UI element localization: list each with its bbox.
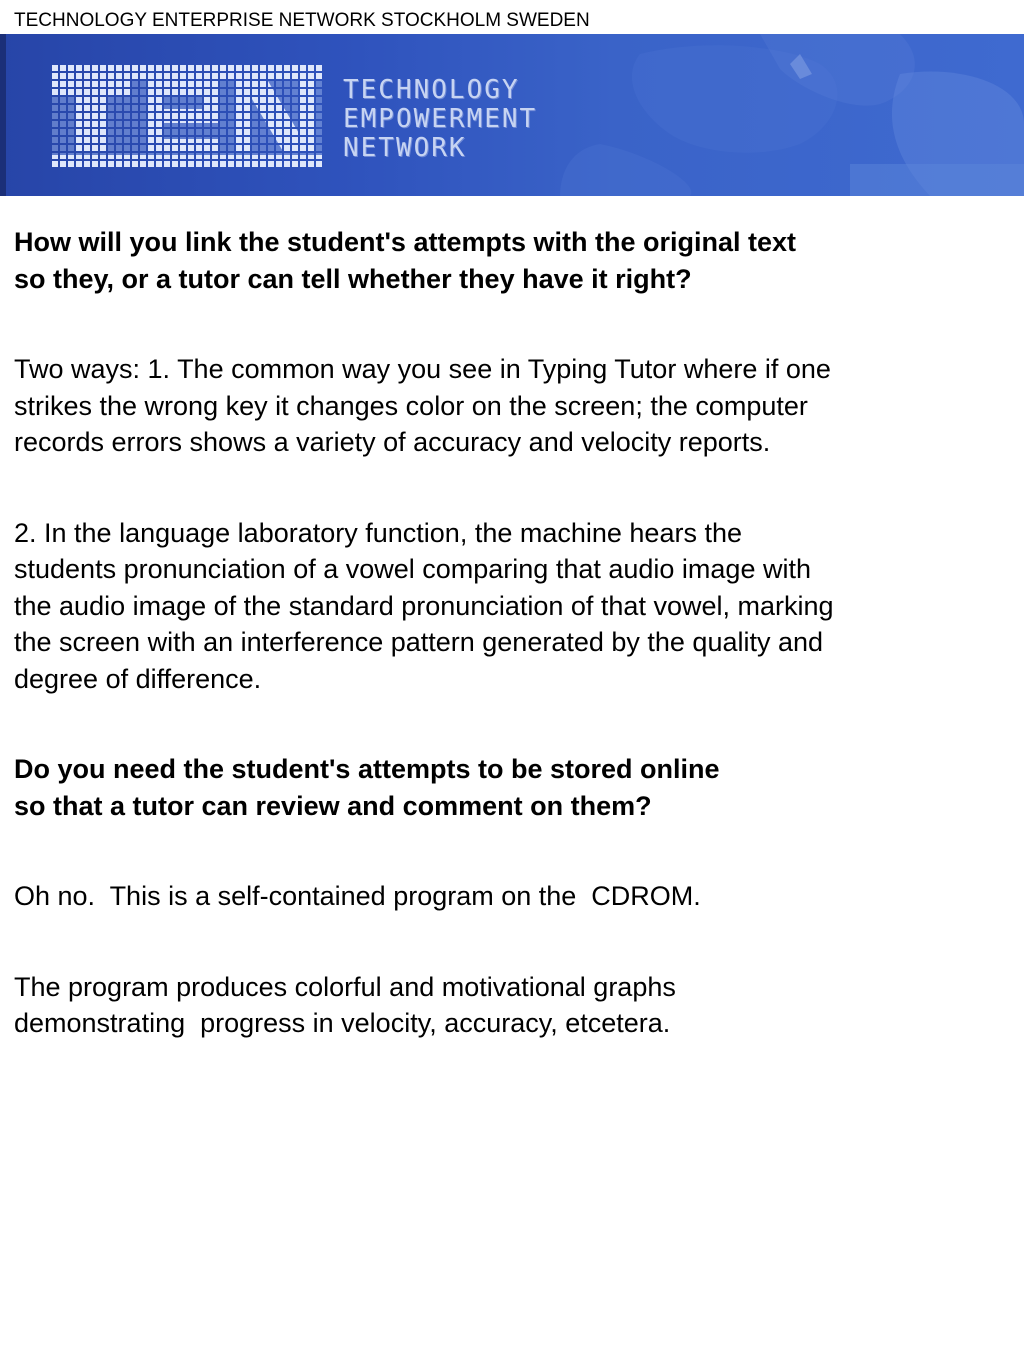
ten-logo-icon [52,65,324,169]
answer-2-paragraph-1: Oh no. This is a self-contained program on the CDROM. [14,881,701,911]
logo-wordmark [343,76,537,163]
answer-2-paragraph-2: The program produces colorful and motivational graphs demonstrating progress in velocity, accuracy, etcetera. [14,971,676,1038]
question-2: Do you need the student's attempts to be stored online so that a tutor can review and comment on them? [14,754,720,821]
main-content [14,224,974,1096]
logo-line-3: NETWORK [343,133,467,163]
banner-left-edge [0,34,6,196]
logo-line-2: EMPOWERMENT [343,104,538,134]
answer-1-paragraph-1: Two ways: 1. The common way you see in Typing Tutor where if one strikes the wrong key it changes color on the screen; the computer records errors shows a variety of accuracy and velocity reports. [14,354,831,457]
page-header-caption: TECHNOLOGY ENTERPRISE NETWORK STOCKHOLM SWEDEN [14,10,590,31]
banner [0,34,1024,196]
answer-1-paragraph-2: 2. In the language laboratory function, the machine hears the students pronunciation of a vowel comparing that audio image with the audio image of the standard pronunciation of that vowel, marking the screen with an interference pattern generated by the quality and degree of difference. [14,517,834,694]
logo-line-1: TECHNOLOGY [343,75,520,105]
question-1: How will you link the student's attempts with the original text so they, or a tutor can tell whether they have it right? [14,227,796,294]
